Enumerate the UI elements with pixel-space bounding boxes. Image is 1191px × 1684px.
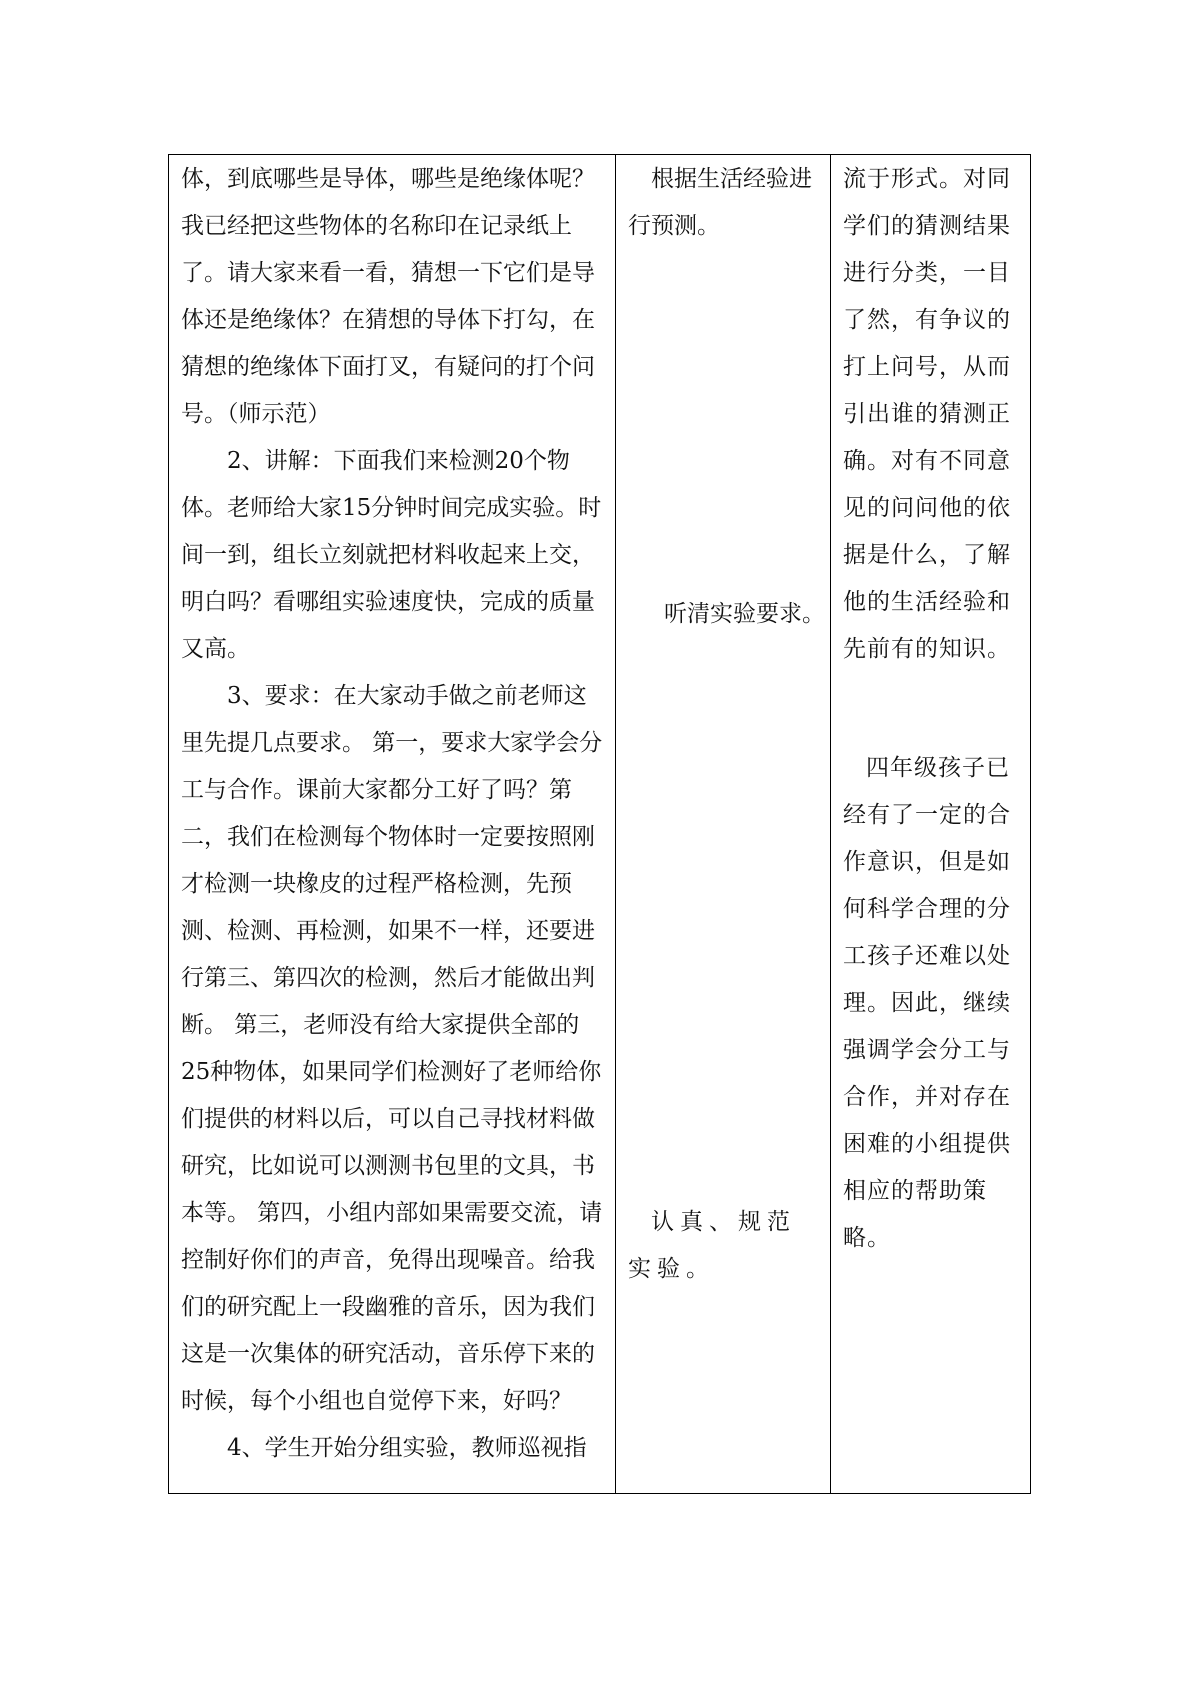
lesson-plan-table [168, 154, 1031, 1494]
teacher-activity-paragraph: 2、讲解：下面我们来检测20个物体。老师给大家15分钟时间完成实验。时间一到，组长立刻就把材料收起来上交，明白吗？看哪组实验速度快，完成的质量又高。 [181, 448, 602, 662]
design-intent-cell [831, 155, 1031, 1494]
teacher-activity-paragraph: 3、要求：在大家动手做之前老师这里先提几点要求。 第一，要求大家学会分工与合作。课前大家都分工好了吗？第二，我们在检测每个物体时一定要按照刚才检测一块橡皮的过程严格检测，先预测、检测、再检测，如果不一样，还要进行第三、第四次的检测，然后才能做出判断。 第三，老师没有给大家提供全部的25种物体，如果同学们检测好了老师给你们提供的材料以后，可以自己寻找材料做研究，比如说可以测测书包里的文具，书本等。 第四，小组内部如果需要交流，请控制好你们的声音，免得出现噪音。给我们的研究配上一段幽雅的音乐，因为我们这是一次集体的研究活动，音乐停下来的时候，每个小组也自觉停下来，好吗？ [181, 683, 603, 1414]
student-activity-text: 根据生活经验进行预测。 [628, 166, 812, 239]
teacher-activity-paragraph: 4、学生开始分组实验，教师巡视指 [227, 1435, 587, 1461]
student-activity-cell [616, 155, 831, 1494]
student-activity-text: 认真、规范实验。 [628, 1209, 796, 1282]
teacher-activity-cell [169, 155, 616, 1494]
teacher-activity-paragraph: 体，到底哪些是导体，哪些是绝缘体呢？我已经把这些物体的名称印在记录纸上了。请大家来看一看，猜想一下它们是导体还是绝缘体？在猜想的导体下打勾，在猜想的绝缘体下面打叉，有疑问的打个问号。（师示范） [181, 166, 595, 427]
design-intent-text: 流于形式。对同学们的猜测结果进行分类，一目了然，有争议的打上问号，从而引出谁的猜测正确。对有不同意见的问问他的依据是什么，了解他的生活经验和先前有的知识。 [843, 166, 1011, 662]
table-row [169, 155, 1031, 1494]
student-activity-text: 听清实验要求。 [664, 601, 825, 627]
design-intent-text: 四年级孩子已经有了一定的合作意识，但是如何科学合理的分工孩子还难以处理。因此，继续强调学会分工与合作，并对存在困难的小组提供相应的帮助策略。 [843, 755, 1011, 1251]
